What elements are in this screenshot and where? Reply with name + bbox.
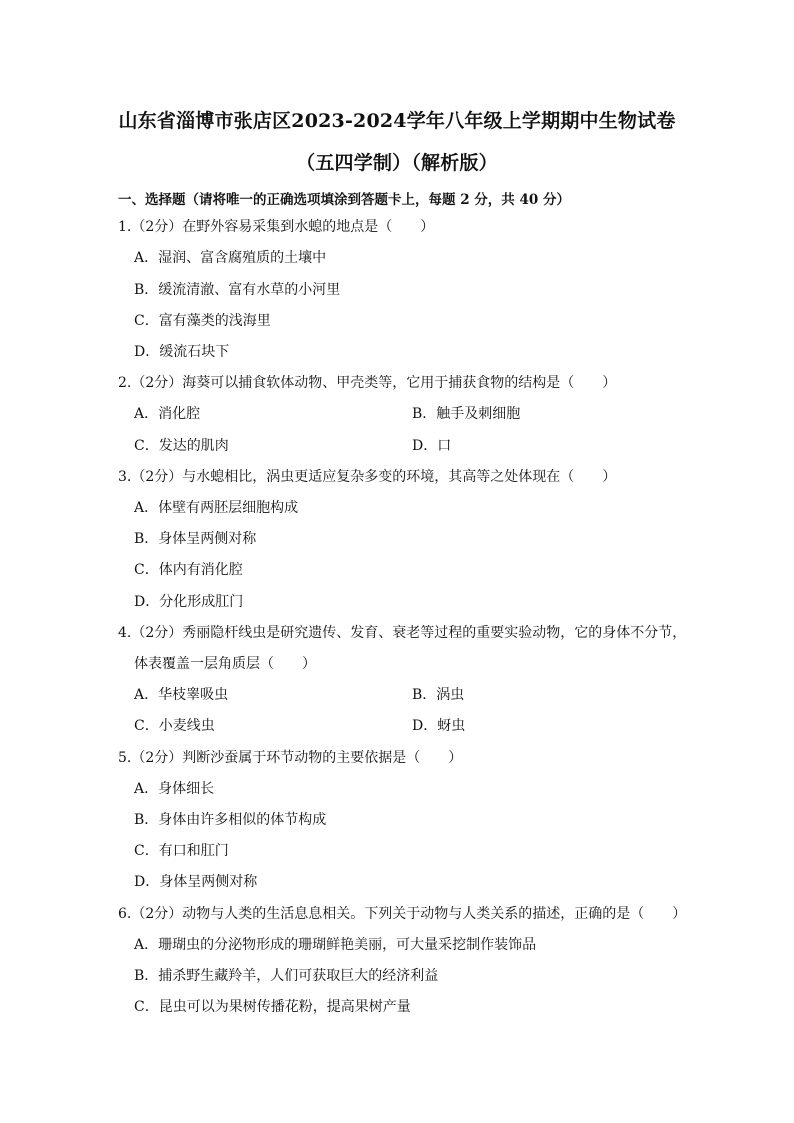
question-4-stem-continued: 体表覆盖一层角质层（ ）	[134, 656, 316, 672]
question-4-stem: 4.（2分）秀丽隐杆线虫是研究遗传、发育、衰老等过程的重要实验动物，它的身体不分节，	[118, 625, 687, 641]
question-4-option-b: B．涡虫	[412, 687, 465, 703]
question-1-option-d: D．缓流石块下	[134, 344, 230, 360]
document-subtitle: （五四学制）（解析版）	[296, 152, 498, 174]
question-3-stem: 3.（2分）与水螅相比，涡虫更适应复杂多变的环境，其高等之处体现在（ ）	[118, 469, 617, 485]
question-5-stem: 5.（2分）判断沙蚕属于环节动物的主要依据是（ ）	[118, 750, 463, 766]
question-2-stem: 2.（2分）海葵可以捕食软体动物、甲壳类等，它用于捕获食物的结构是（ ）	[118, 375, 617, 391]
question-4-option-d: D．蚜虫	[412, 718, 466, 734]
question-1-option-a: A．湿润、富含腐殖质的土壤中	[134, 250, 327, 266]
question-5-option-b: B．身体由许多相似的体节构成	[134, 812, 327, 828]
question-3-option-c: C．体内有消化腔	[134, 562, 243, 578]
question-4-option-a: A．华枝睾吸虫	[134, 687, 229, 703]
question-2-option-b: B．触手及刺细胞	[412, 406, 521, 422]
question-1-option-b: B．缓流清澈、富有水草的小河里	[134, 282, 341, 298]
question-5-option-d: D．身体呈两侧对称	[134, 874, 258, 890]
question-2-option-c: C．发达的肌肉	[134, 438, 229, 454]
question-1-stem: 1.（2分）在野外容易采集到水螅的地点是（ ）	[118, 219, 435, 235]
question-6-option-a: A．珊瑚虫的分泌物形成的珊瑚鲜艳美丽，可大量采挖制作装饰品	[134, 937, 537, 953]
question-2-option-d: D．口	[412, 438, 452, 454]
question-3-option-b: B．身体呈两侧对称	[134, 531, 257, 547]
question-5-option-a: A．身体细长	[134, 781, 215, 797]
document-title: 山东省淄博市张店区2023-2024学年八年级上学期期中生物试卷	[118, 110, 676, 132]
question-6-stem: 6.（2分）动物与人类的生活息息相关。下列关于动物与人类关系的描述，正确的是（ ）	[118, 906, 687, 922]
section-heading: 一、选择题（请将唯一的正确选项填涂到答题卡上，每题 2 分，共 40 分）	[118, 192, 570, 208]
question-3-option-d: D．分化形成肛门	[134, 594, 244, 610]
question-5-option-c: C．有口和肛门	[134, 843, 229, 859]
question-2-option-a: A．消化腔	[134, 406, 201, 422]
question-6-option-b: B．捕杀野生藏羚羊，人们可获取巨大的经济利益	[134, 968, 439, 984]
question-3-option-a: A．体壁有两胚层细胞构成	[134, 500, 299, 516]
question-4-option-c: C．小麦线虫	[134, 718, 215, 734]
question-6-option-c: C．昆虫可以为果树传播花粉，提高果树产量	[134, 999, 411, 1015]
question-1-option-c: C．富有藻类的浅海里	[134, 313, 271, 329]
